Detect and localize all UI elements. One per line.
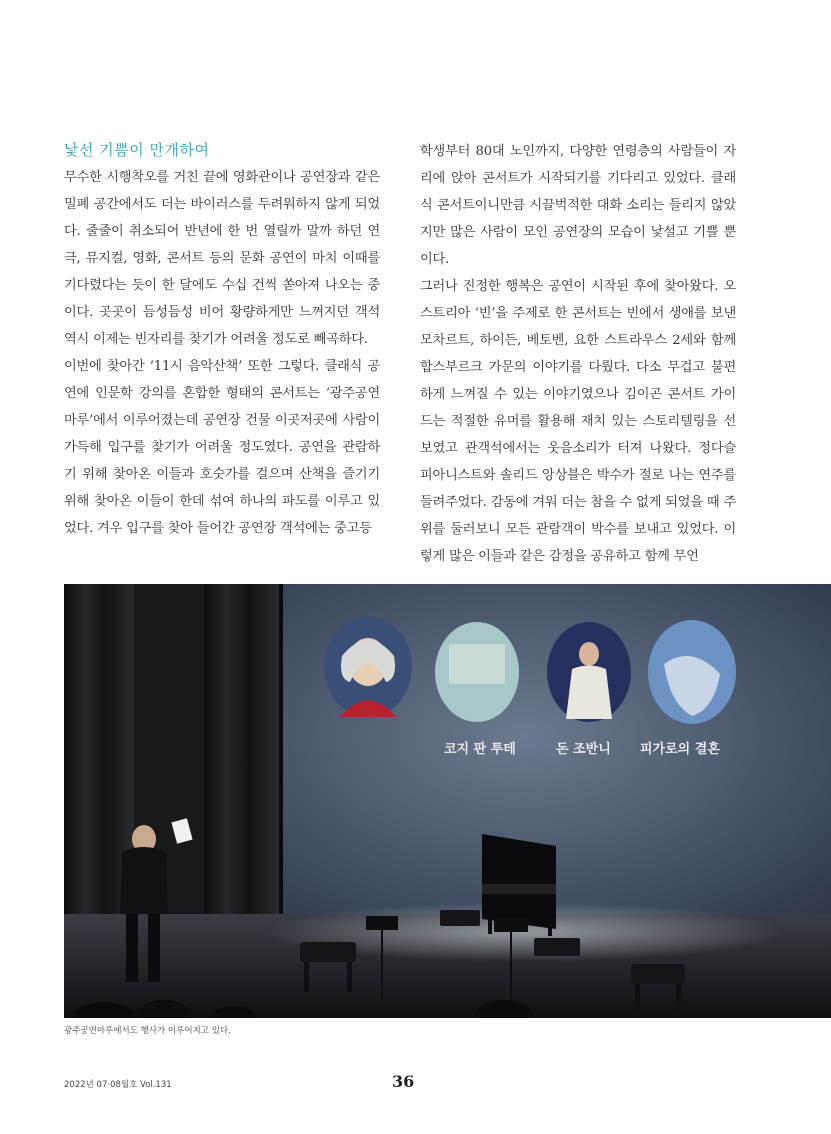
page-number: 36 xyxy=(392,1072,415,1091)
screen-label: 피가로의 결혼 xyxy=(640,742,720,757)
screen-label: 코지 판 투테 xyxy=(444,742,516,757)
body-paragraph: 그러나 진정한 행복은 공연이 시작된 후에 찾아왔다. 오스트리아 ‘빈’을 주제로 한 콘서트는 빈에서 생애를 보낸 모차르트, 하이든, 베토벤, 요한 스트라우스 2세와 함께 합스부르크 가문의 이야기를 다뤘다. 다소 무겁고 불편하게 느껴질 수 있는 이야기였으나 김이곤 콘서트 가이드는 적절한 유머를 활용해 재치 있는 스토리텔링을 선보였고 관객석에서는 웃음소리가 터져 나왔다. 정다슬 피아니스트와 솔리드 앙상블은 박수가 절로 나는 연주를 들려주었다. 감동에 겨워 더는 참을 수 없게 되었을 때 주위를 둘러보니 모든 관람객이 박수를 보내고 있었다. 이렇게 많은 이들과 같은 감정을 공유하고 함께 무언 xyxy=(420,279,736,564)
body-paragraph: 무수한 시행착오를 거친 끝에 영화관이나 공연장과 같은 밀폐 공간에서도 더는 바이러스를 두려워하지 않게 되었다. 줄줄이 취소되어 반년에 한 번 열릴까 말까 하던 연극, 뮤지컬, 영화, 콘서트 등의 문화 공연이 마치 이때를 기다렸다는 듯이 한 달에도 수십 건씩 쏟아져 나오는 중이다. 곳곳이 듬성듬성 비어 황량하게만 느껴지던 객석 역시 이제는 빈자리를 찾기가 어려울 정도로 빼곡하다. xyxy=(64,170,380,347)
concert-photo xyxy=(64,584,831,1018)
body-paragraph: 학생부터 80대 노인까지, 다양한 연령층의 사람들이 자리에 앉아 콘서트가 시작되기를 기다리고 있었다. 클래식 콘서트이니만큼 시끌벅적한 대화 소리는 들리지 않았지만 많은 사람이 모인 공연장의 모습이 낯설고 기쁠 뿐이다. xyxy=(420,144,736,267)
screen-label: 돈 조반니 xyxy=(556,742,611,757)
concert-stage-illustration xyxy=(64,584,831,1018)
issue-info: 2022년 07·08월호 Vol.131 xyxy=(64,1080,172,1090)
left-column xyxy=(64,138,380,542)
right-column xyxy=(420,138,736,570)
body-paragraph: 이번에 찾아간 ‘11시 음악산책’ 또한 그렇다. 클래식 공연에 인문학 강의를 혼합한 형태의 콘서트는 ‘광주공연마루’에서 이루어졌는데 공연장 건물 이곳저곳에 사람이 가득해 입구를 찾기가 어려울 정도였다. 공연을 관람하기 위해 찾아온 이들과 호숫가를 걸으며 산책을 즐기기 위해 찾아온 이들이 한데 섞여 하나의 파도를 이루고 있었다. 겨우 입구를 찾아 들어간 공연장 객석에는 중고등 xyxy=(64,359,380,536)
photo-caption: 광주공연마루에서도 행사가 이루어지고 있다. xyxy=(64,1026,231,1036)
section-heading: 낯선 기쁨이 만개하여 xyxy=(64,141,210,159)
